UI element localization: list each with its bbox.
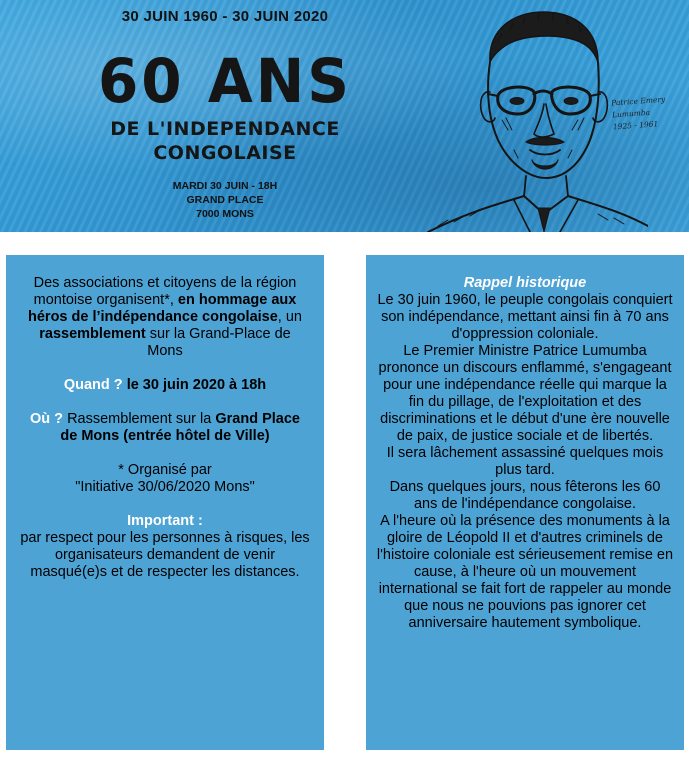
organiser-line1: * Organisé par (118, 462, 212, 478)
organiser-line2: "Initiative 30/06/2020 Mons" (75, 479, 255, 495)
history-paragraph-5: A l'heure où la présence des monuments à la gloire de Léopold II et d'autres criminels de l'histoire coloniale est sérieusement remise en cause, à l'heure où un mouvement international se fait fort de rappeler au monde que nous ne pouvions pas ignorer cet anniversaire hautement symbolique. (376, 513, 674, 631)
history-heading: Rappel historique (463, 275, 587, 291)
when-value: le 30 juin 2020 à 18h (126, 377, 267, 393)
intro-text: Des associations et citoyens de la région montoise organisent*, (33, 275, 297, 308)
history-paragraph-2: Le Premier Ministre Patrice Lumumba prononce un discours enflammé, s'engageant pour une indépendance réelle qui marque la fin du pillage, de l'exploitation et des discriminations et le début d'une ère nouvelle de paix, de justice sociale et de libertés. (378, 343, 672, 444)
portrait-signature (611, 93, 683, 134)
intro-text-3: sur la Grand-Place de Mons (147, 326, 291, 359)
when-label: Quand ? (63, 377, 123, 393)
history-paragraph-3: Il sera lâchement assassiné quelques mois plus tard. (386, 445, 664, 478)
history-card (366, 255, 684, 750)
banner-title: 60 ANS (97, 45, 353, 117)
history-paragraph-4: Dans quelques jours, nous fêterons les 60 ans de l'indépendance congolaise. (389, 479, 661, 512)
where-text: Rassemblement sur la (67, 411, 212, 427)
history-paragraph-1: Le 30 juin 1960, le peuple congolais conquiert son indépendance, mettant ainsi fin à 70 ans d'oppression coloniale. (377, 292, 673, 342)
signature-line2: Lumumba (611, 107, 651, 120)
important-label: Important : (127, 513, 203, 529)
important-text: par respect pour les personnes à risques, les organisateurs demandent de venir masqué(e)s et de respecter les distances. (20, 530, 310, 580)
where-paragraph (20, 411, 310, 445)
banner-subtitle-line2: CONGOLAISE (153, 142, 297, 164)
banner-dates: 30 JUIN 1960 - 30 JUIN 2020 (121, 8, 329, 25)
banner-info-place: GRAND PLACE (186, 194, 264, 206)
intro-rassemblement: rassemblement (39, 326, 146, 342)
intro-paragraph (20, 275, 310, 360)
intro-hommage: en hommage aux héros de l’indépendance congolaise (28, 292, 297, 325)
where-place: Grand Place de Mons (entrée hôtel de Ville) (60, 411, 300, 444)
banner-event-info (150, 179, 300, 221)
signature-line1: Patrice Emery (610, 94, 666, 108)
banner-info-city: 7000 MONS (196, 208, 254, 220)
intro-text-2: , un (277, 309, 302, 325)
signature-years: 1925 - 1961 (612, 119, 659, 132)
banner-subtitle-line1: DE L'INDEPENDANCE (110, 118, 340, 140)
event-details-card (6, 255, 324, 750)
banner-info-date: MARDI 30 JUIN - 18H (172, 180, 278, 192)
event-banner (0, 0, 689, 232)
where-label: Où ? (30, 411, 64, 427)
when-line (20, 377, 310, 394)
